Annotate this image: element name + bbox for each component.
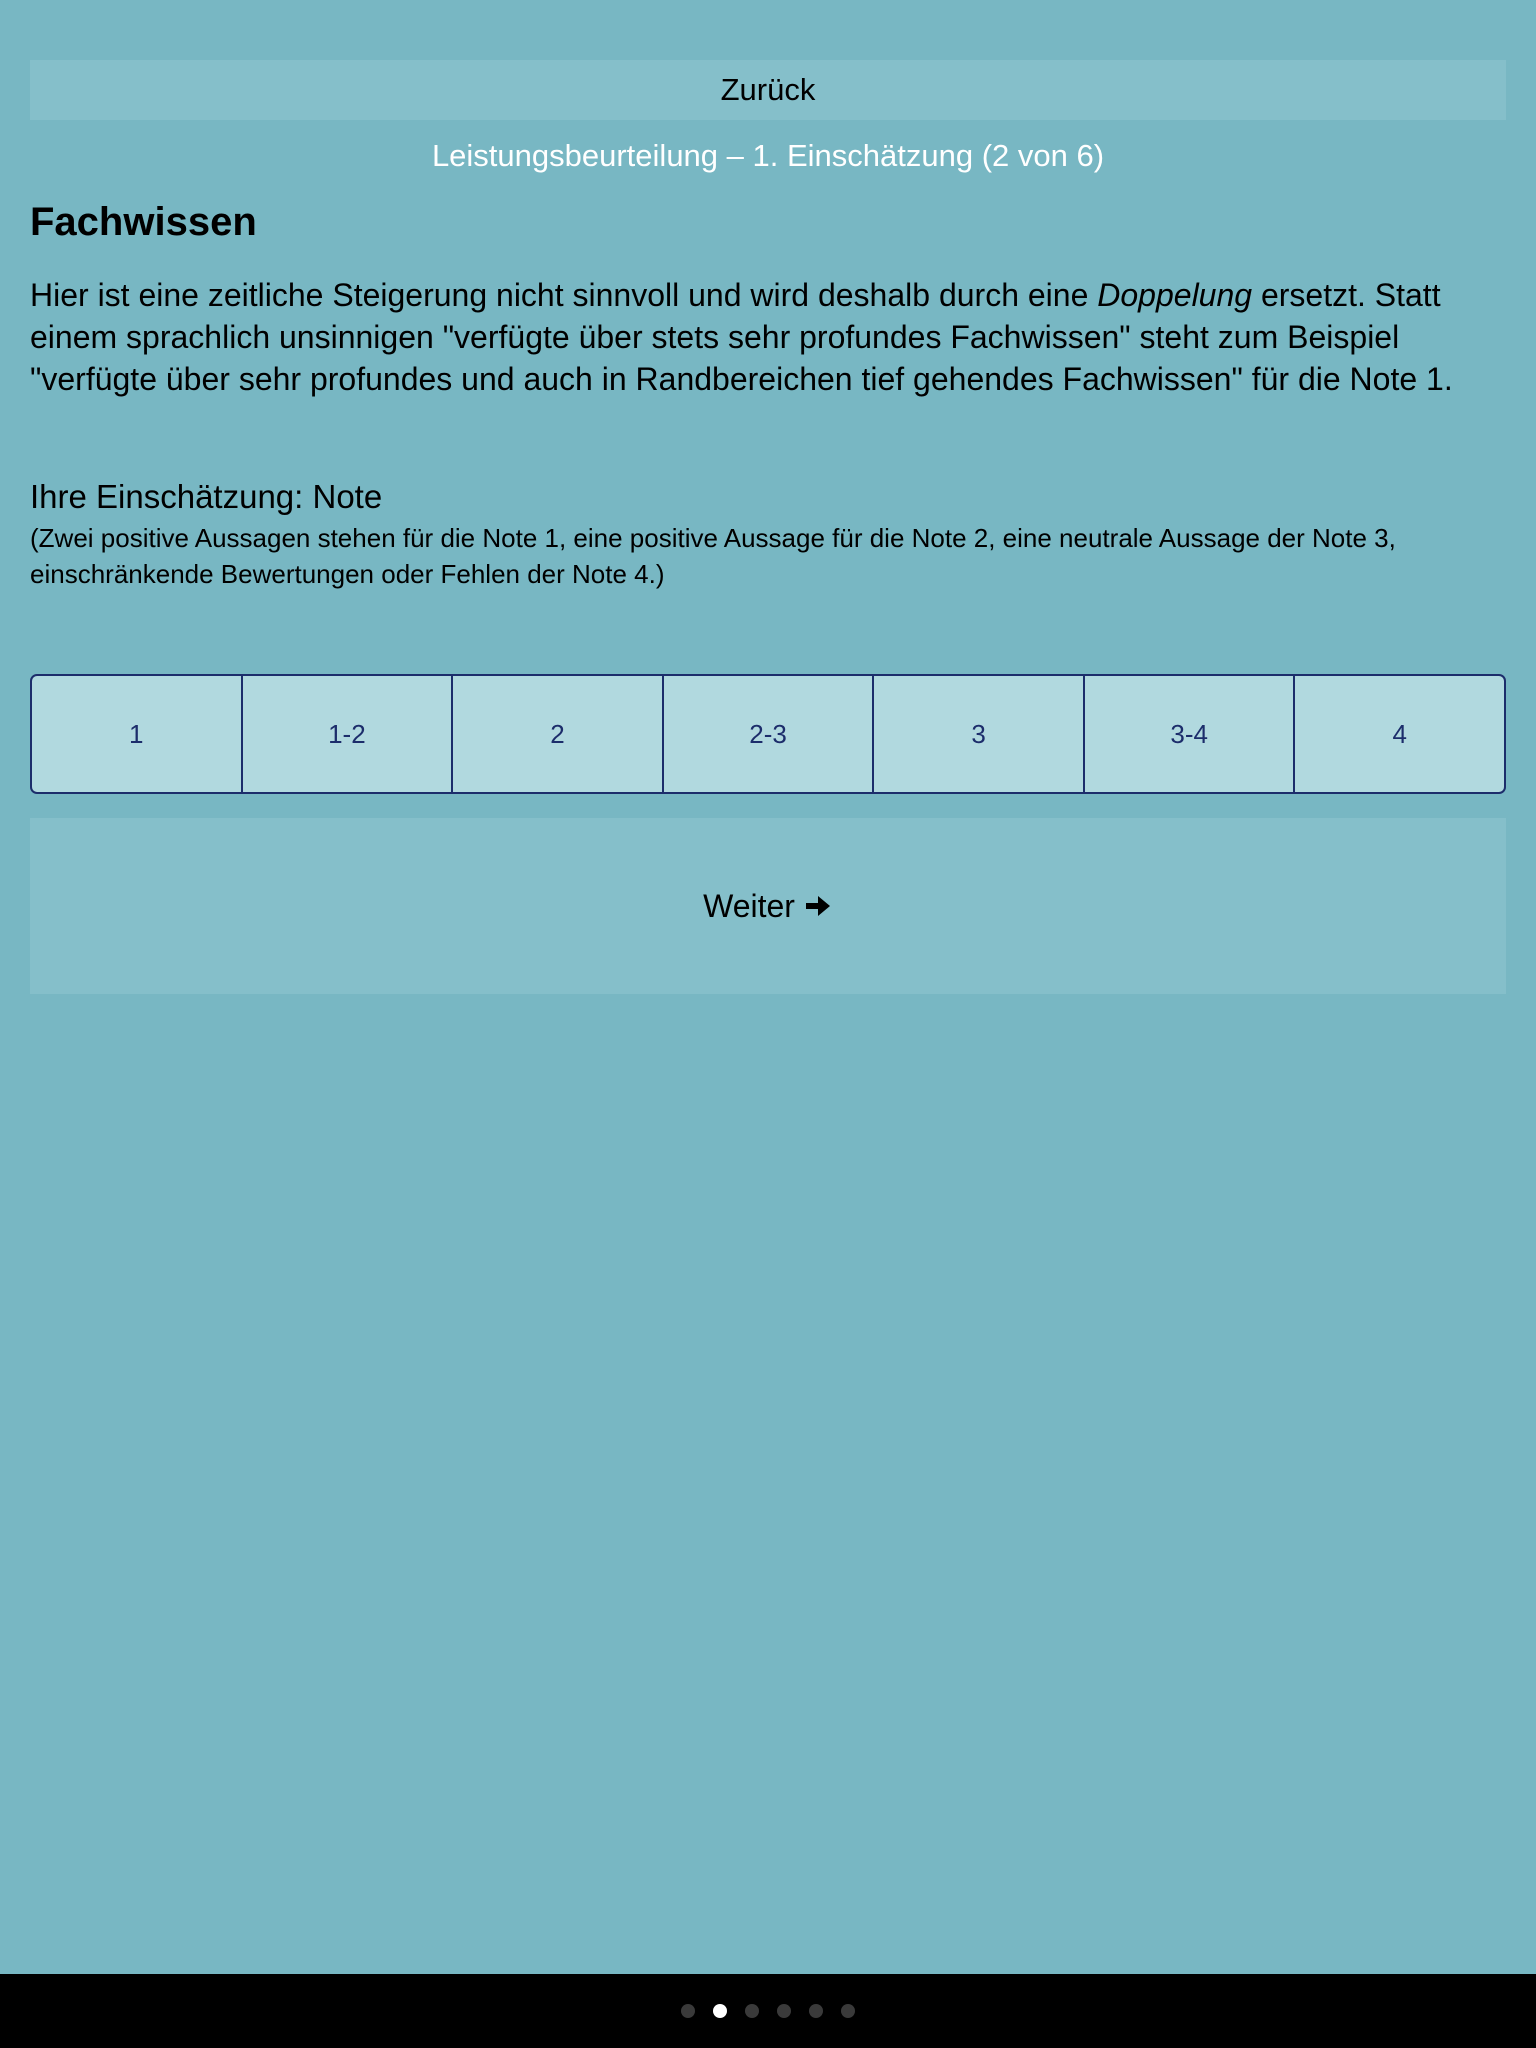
grade-option-4[interactable]: 4 [1293, 676, 1504, 792]
grade-option-2-3[interactable]: 2-3 [662, 676, 873, 792]
grade-option-1[interactable]: 1 [129, 718, 144, 749]
page-dot-2-active[interactable] [713, 2004, 727, 2018]
description-emphasis: Doppelung [1097, 277, 1253, 313]
back-button-label: Zurück [720, 72, 816, 107]
page-dot-1[interactable] [681, 2004, 695, 2018]
description-part-1: Hier ist eine zeitliche Steigerung nicht sinnvoll und wird deshalb durch eine [30, 277, 1098, 313]
back-button[interactable] [30, 60, 1506, 120]
page-title: Fachwissen [30, 200, 257, 244]
page-indicator-bar [0, 1974, 1536, 2048]
description-text [30, 274, 1506, 400]
next-button-label: Weiter [703, 887, 795, 924]
page-dot-6[interactable] [841, 2004, 855, 2018]
description-part-2: ersetzt. Statt einem sprachlich unsinnigen "verfügte über stets sehr profundes Fachwissen" steht zum Beispiel "verfügte über sehr profundes und auch in Randbereichen tief gehendes Fachwissen" für die Note 1. [30, 277, 1453, 397]
page-dot-3[interactable] [745, 2004, 759, 2018]
grade-option-2[interactable]: 2 [451, 676, 662, 792]
assessment-hint: (Zwei positive Aussagen stehen für die Note 1, eine positive Aussage für die Note 2, eine neutrale Aussage der Note 3, einschränkende Bewertungen oder Fehlen der Note 4.) [30, 523, 1396, 589]
assessment-label: Ihre Einschätzung: Note [30, 478, 383, 515]
next-button[interactable] [30, 818, 1506, 994]
page-subtitle: Leistungsbeurteilung – 1. Einschätzung (2 von 6) [431, 138, 1105, 173]
grade-option-3-4[interactable]: 3-4 [1083, 676, 1294, 792]
arrow-right-icon [803, 891, 833, 921]
page-dot-5[interactable] [809, 2004, 823, 2018]
grade-option-3[interactable]: 3 [872, 676, 1083, 792]
grade-option-1-2[interactable]: 1-2 [241, 676, 452, 792]
grade-segmented-control [30, 674, 1506, 794]
page-dot-4[interactable] [777, 2004, 791, 2018]
